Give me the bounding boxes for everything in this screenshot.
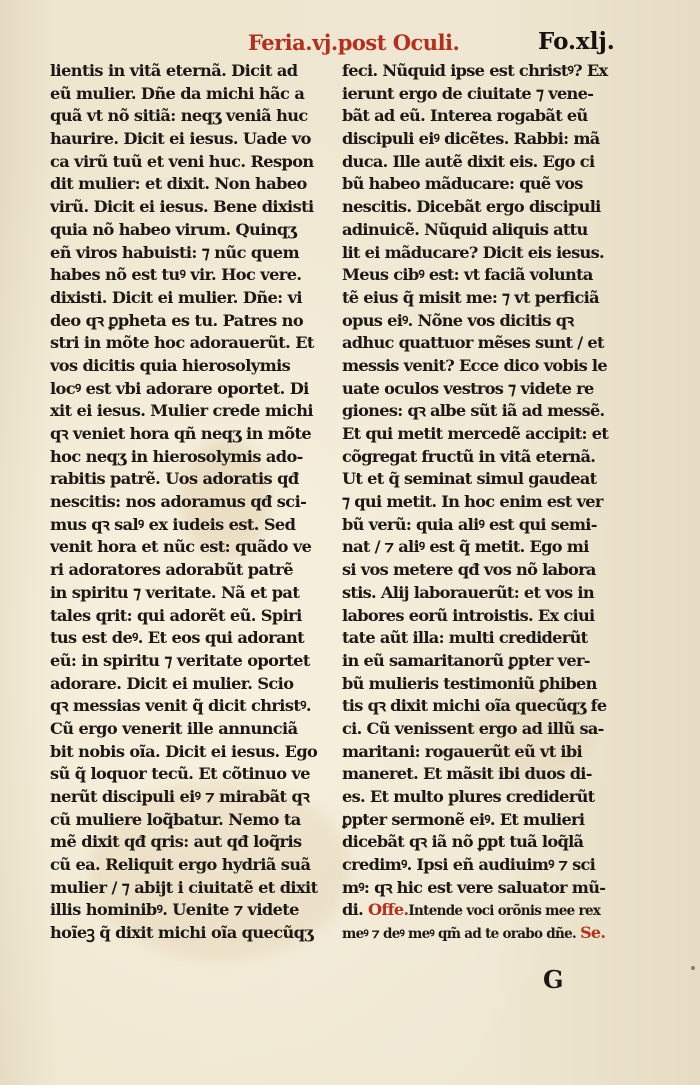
text-line: xit ei iesus. Mulier crede michi (50, 401, 313, 421)
secret-rubric: Se. (580, 923, 606, 943)
text-column-left (50, 60, 326, 945)
text-line: bit nobis oĩa. Dicit ei iesus. Ego (50, 741, 318, 761)
text-line: ci. Cũ venissent ergo ad illũ sa- (342, 718, 604, 738)
text-line: opus eiꝰ. Nõne vos dicitis qꝛ (342, 310, 574, 330)
text-line: credimꝰ. Ipsi eñ audiuimꝰ ⁊ sci (342, 855, 596, 875)
text-line: qꝛ messias venit q̃ dicit christꝰ. (50, 696, 311, 716)
text-line: adinuicẽ. Nũquid aliquis attu (342, 219, 588, 239)
text-line: bãt ad eũ. Interea rogabãt eũ (342, 106, 588, 126)
text-line: uate oculos vestros ⁊ videte re (342, 378, 594, 398)
text-line: tate aũt illa: multi crediderũt (342, 628, 588, 648)
text-line: cõgregat fructũ in vitã eternã. (342, 446, 596, 466)
text-line: tẽ eius q̃ misit me: ⁊ vt perficiã (342, 287, 599, 307)
text-line: Et qui metit mercedẽ accipit: et (342, 424, 609, 443)
text-line: haurire. Dicit ei iesus. Uade vo (50, 129, 311, 149)
text-line: sũ q̃ loquor tecũ. Et cõtinuo ve (50, 764, 310, 784)
text-line: nat / ⁊ aliꝰ est q̃ metit. Ego mi (342, 537, 589, 557)
text-line: Cũ ergo venerit ille annunciã (50, 718, 298, 738)
text-line: tales qrit: qui adorẽt eũ. Spiri (50, 605, 302, 625)
text-line: adorare. Dicit ei mulier. Scio (50, 673, 294, 693)
text-line: feci. Nũquid ipse est christꝰ? Ex (342, 61, 608, 80)
text-line: locꝰ est vbi adorare oportet. Di (50, 378, 309, 398)
text-column-right (342, 60, 614, 945)
text-line: cũ muliere loq̃batur. Nemo ta (50, 809, 301, 829)
text-line: in eũ samaritanorũ ꝑpter ver- (342, 650, 590, 670)
text-line: mulier / ⁊ abijt i ciuitatẽ et dixit (50, 877, 318, 897)
text-line: quã vt nõ sitiã: neqʒ veniã huc (50, 106, 308, 126)
running-title: Feria.vj.post Oculi. (248, 30, 460, 55)
text-line: bũ verũ: quia aliꝰ est qui semi- (342, 514, 597, 534)
text-line: labores eorũ introistis. Ex ciui (342, 605, 595, 625)
text-line: di. Offe.Intende voci orõnis mee rex (342, 900, 601, 920)
text-line: qꝛ veniet hora qñ neqʒ in mõte (50, 424, 312, 443)
text-line: eũ mulier. Dñe da michi hãc a (50, 83, 305, 103)
text-line: venit hora et nũc est: quãdo ve (50, 537, 312, 557)
text-line: mꝰ: qꝛ hic est vere saluator mũ- (342, 877, 606, 897)
text-line: stri in mõte hoc adorauerũt. Et (50, 333, 314, 353)
signature-mark: G (543, 965, 564, 994)
text-line: hoc neqʒ in hierosolymis ado- (50, 446, 303, 466)
offertory-rubric: Offe. (367, 900, 409, 920)
text-line: messis venit? Ecce dico vobis le (342, 355, 607, 375)
text-line: ca virũ tuũ et veni huc. Respon (50, 151, 314, 171)
text-line: meꝰ ⁊ deꝰ meꝰ qm̃ ad te orabo dñe. Se. (342, 923, 606, 943)
text-line: stis. Alij laborauerũt: et vos in (342, 582, 594, 602)
text-line: tus est deꝰ. Et eos qui adorant (50, 628, 305, 648)
text-line: deo qꝛ ꝑpheta es tu. Patres no (50, 310, 304, 330)
text-line: nerũt discipuli eiꝰ ⁊ mirabãt qꝛ (50, 787, 310, 806)
text-line: vos dicitis quia hierosolymis (50, 355, 291, 375)
text-line: si vos metere qđ vos nõ labora (342, 560, 596, 580)
text-line: dicebãt qꝛ iã nõ ꝑpt tuã loq̃lã (342, 832, 584, 852)
text-line: ierunt ergo de ciuitate ⁊ vene- (342, 83, 594, 103)
running-header (0, 30, 700, 60)
text-line: eñ viros habuisti: ⁊ nũc quem (50, 242, 300, 262)
folio-number: Fo.xlj. (538, 28, 615, 55)
text-line: maritani: rogauerũt eũ vt ibi (342, 741, 582, 761)
text-line: duca. Ille autẽ dixit eis. Ego ci (342, 151, 595, 171)
text-line: rabitis patrẽ. Uos adoratis qđ (50, 469, 299, 489)
text-line: ꝑpter sermonẽ eiꝰ. Et mulieri (342, 809, 585, 829)
text-line: dixisti. Dicit ei mulier. Dñe: vi (50, 287, 302, 307)
text-line: quia nõ habeo virum. Quinqʒ (50, 219, 297, 239)
text-line: lientis in vitã eternã. Dicit ad (50, 61, 298, 80)
text-line: maneret. Et mãsit ibi duos di- (342, 764, 592, 784)
text-line: mus qꝛ salꝰ ex iudeis est. Sed (50, 514, 296, 534)
text-line: bũ habeo mãducare: quẽ vos (342, 174, 583, 194)
text-line: es. Et multo plures crediderũt (342, 787, 595, 806)
text-line: in spiritu ⁊ veritate. Nã et pat (50, 582, 300, 602)
text-line: ri adoratores adorabũt patrẽ (50, 560, 293, 580)
text-line: nescitis. Dicebãt ergo discipuli (342, 197, 601, 217)
ink-dot (691, 966, 695, 970)
text-line: Ut et q̃ seminat simul gaudeat (342, 469, 597, 489)
text-line: habes nõ est tuꝰ vir. Hoc vere. (50, 265, 302, 285)
text-line: adhuc quattuor mẽses sunt / et (342, 333, 604, 353)
text-line: discipuli eiꝰ dicẽtes. Rabbi: mã (342, 129, 600, 149)
text-line: nescitis: nos adoramus qđ sci- (50, 492, 307, 512)
text-line: virũ. Dicit ei iesus. Bene dixisti (50, 197, 314, 217)
text-line: eũ: in spiritu ⁊ veritate oportet (50, 650, 310, 670)
text-line: Meus cibꝰ est: vt faciã volunta (342, 265, 593, 285)
text-line: mẽ dixit qđ qris: aut qđ loq̃ris (50, 832, 302, 852)
text-line: ⁊ qui metit. In hoc enim est ver (342, 492, 603, 512)
text-line: cũ ea. Reliquit ergo hydriã suã (50, 855, 311, 875)
text-line: lit ei mãducare? Dicit eis iesus. (342, 242, 604, 262)
text-line: illis hominibꝰ. Uenite ⁊ videte (50, 900, 299, 920)
text-line: dit mulier: et dixit. Non habeo (50, 174, 307, 194)
text-line: tis qꝛ dixit michi oĩa quecũqʒ fe (342, 696, 607, 716)
text-line: hoĩeꝫ q̃ dixit michi oĩa quecũqʒ (50, 923, 313, 943)
text-line: bũ mulieris testimoniũ ꝑhiben (342, 673, 597, 693)
text-line: giones: qꝛ albe sũt iã ad messẽ. (342, 401, 605, 421)
